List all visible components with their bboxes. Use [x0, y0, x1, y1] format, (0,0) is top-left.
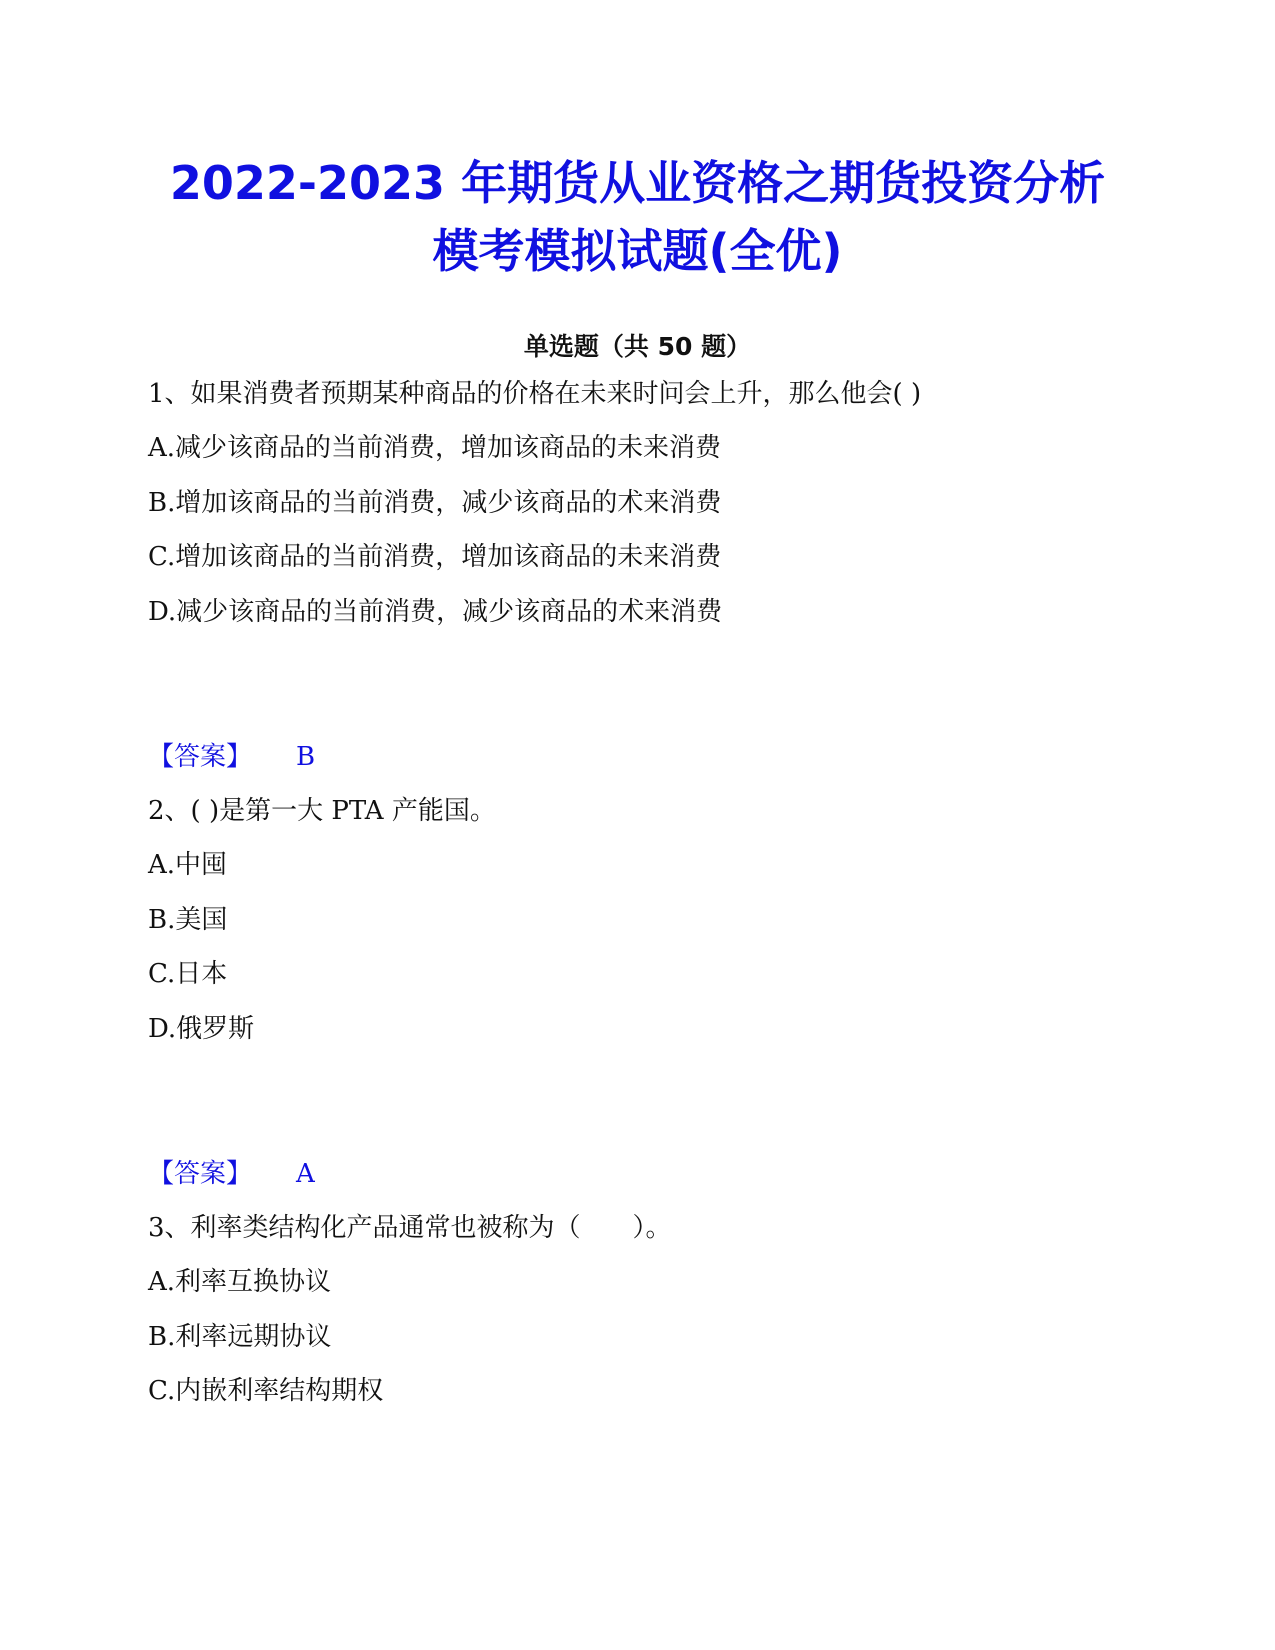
question-3-option-c: C.内嵌利率结构期权 [148, 1376, 384, 1406]
question-2-answer [148, 1156, 315, 1192]
question-3-stem: 3、利率类结构化产品通常也被称为（ ）。 [148, 1213, 672, 1243]
question-1-option-c: C.增加该商品的当前消费，增加该商品的未来消费 [148, 542, 722, 572]
question-3-option-a: A.利率互换协议 [148, 1267, 332, 1297]
document-title-line2: 模考模拟试题(全优) [432, 224, 843, 278]
question-2-option-c: C.日本 [148, 959, 228, 989]
answer-value: B [296, 742, 316, 772]
answer-label: 【答案】 [148, 1159, 253, 1189]
question-1-option-b: B.增加该商品的当前消费，减少该商品的术来消费 [148, 488, 722, 518]
question-2-option-b: B.美国 [148, 905, 228, 935]
section-heading: 单选题（共 50 题） [523, 332, 752, 361]
answer-label: 【答案】 [148, 742, 253, 772]
question-2-option-d: D.俄罗斯 [148, 1014, 255, 1044]
question-2-stem: 2、( )是第一大 PTA 产能国。 [148, 796, 496, 826]
document-title-line1: 2022-2023 年期货从业资格之期货投资分析 [169, 156, 1106, 210]
question-1-option-a: A.减少该商品的当前消费，增加该商品的未来消费 [148, 433, 722, 463]
answer-value: A [296, 1159, 315, 1189]
question-1-answer [148, 739, 315, 775]
question-2-option-a: A.中囤 [148, 850, 228, 880]
question-1-stem: 1、如果消费者预期某种商品的价格在未来时问会上升，那么他会( ) [148, 379, 922, 409]
question-1-option-d: D.减少该商品的当前消费，减少该商品的术来消费 [148, 597, 723, 627]
question-3-option-b: B.利率远期协议 [148, 1322, 332, 1352]
